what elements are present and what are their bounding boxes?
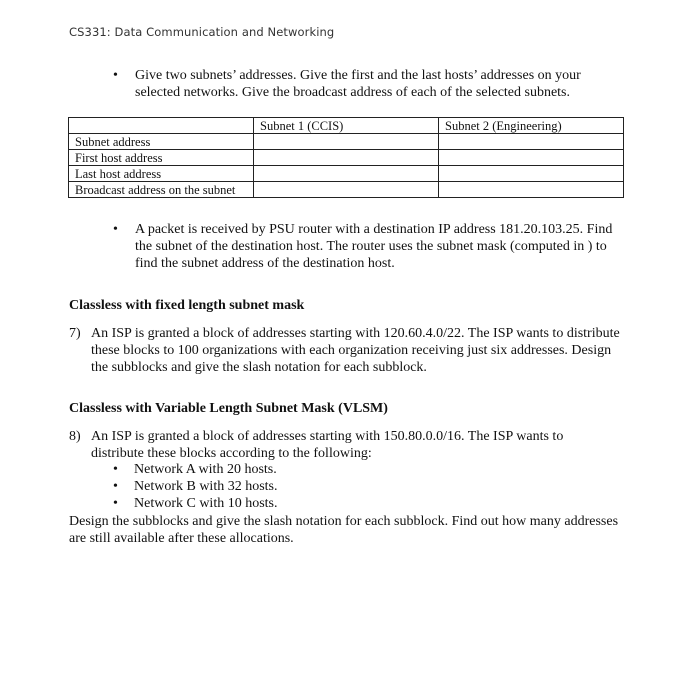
list-item [113,478,278,495]
cell-subnet2-last-host[interactable] [439,166,624,182]
table-row [69,166,624,182]
bullet-dot: • [113,462,118,477]
question-8-text: An ISP is granted a block of addresses starting with 150.80.0.0/16. The ISP wants to distribute these blocks according to the following: [91,429,564,461]
row-label-broadcast: Broadcast address on the subnet [69,182,254,198]
table-header-empty [69,118,254,134]
bullet-packet-task [113,221,623,272]
network-c-item: Network C with 10 hosts. [134,496,278,511]
bullet-dot: • [113,496,118,511]
cell-subnet2-broadcast[interactable] [439,182,624,198]
cell-subnet1-first-host[interactable] [254,150,439,166]
bullet-subnet-text: Give two subnets’ addresses. Give the first and the last hosts’ addresses on your selected networks. Give the broadcast address of each of the selected subnets. [135,68,581,100]
heading-fixed-length: Classless with fixed length subnet mask [69,298,305,313]
question-7-text: An ISP is granted a block of addresses starting with 120.60.4.0/22. The ISP wants to distribute these blocks to 100 organizations with each organization receiving just six addresses. Design the subblocks and give the slash notation for each subblock. [91,326,620,375]
row-label-subnet-address: Subnet address [69,134,254,150]
cell-subnet1-broadcast[interactable] [254,182,439,198]
question-8-tail: Design the subblocks and give the slash notation for each subblock. Find out how many addresses are still available after these allocations. [69,514,619,546]
network-b-item: Network B with 32 hosts. [134,479,278,494]
question-7 [69,325,629,376]
list-item [113,461,278,478]
table-header-row [69,118,624,134]
network-list [113,461,278,512]
table-header-subnet2: Subnet 2 (Engineering) [439,118,624,134]
bullet-dot: • [113,222,118,237]
question-8-number: 8) [69,429,81,444]
question-7-number: 7) [69,326,81,341]
cell-subnet2-subnet-address[interactable] [439,134,624,150]
bullet-subnet-task [113,67,613,101]
table-header-subnet1: Subnet 1 (CCIS) [254,118,439,134]
cell-subnet1-subnet-address[interactable] [254,134,439,150]
bullet-packet-text: A packet is received by PSU router with a destination IP address 181.20.103.25. Find the subnet of the destination host. The router uses the subnet mask (computed in ) to find the subnet address of the destination host. [135,222,613,271]
heading-vlsm: Classless with Variable Length Subnet Mask (VLSM) [69,401,388,416]
table-row [69,150,624,166]
bullet-dot: • [113,479,118,494]
network-a-item: Network A with 20 hosts. [134,462,277,477]
row-label-first-host: First host address [69,150,254,166]
subnet-table [68,117,624,198]
page-header: CS331: Data Communication and Networking [69,25,335,39]
table-row [69,134,624,150]
row-label-last-host: Last host address [69,166,254,182]
table-row [69,182,624,198]
cell-subnet1-last-host[interactable] [254,166,439,182]
question-8 [69,428,589,462]
cell-subnet2-first-host[interactable] [439,150,624,166]
list-item [113,495,278,512]
bullet-dot: • [113,68,118,83]
